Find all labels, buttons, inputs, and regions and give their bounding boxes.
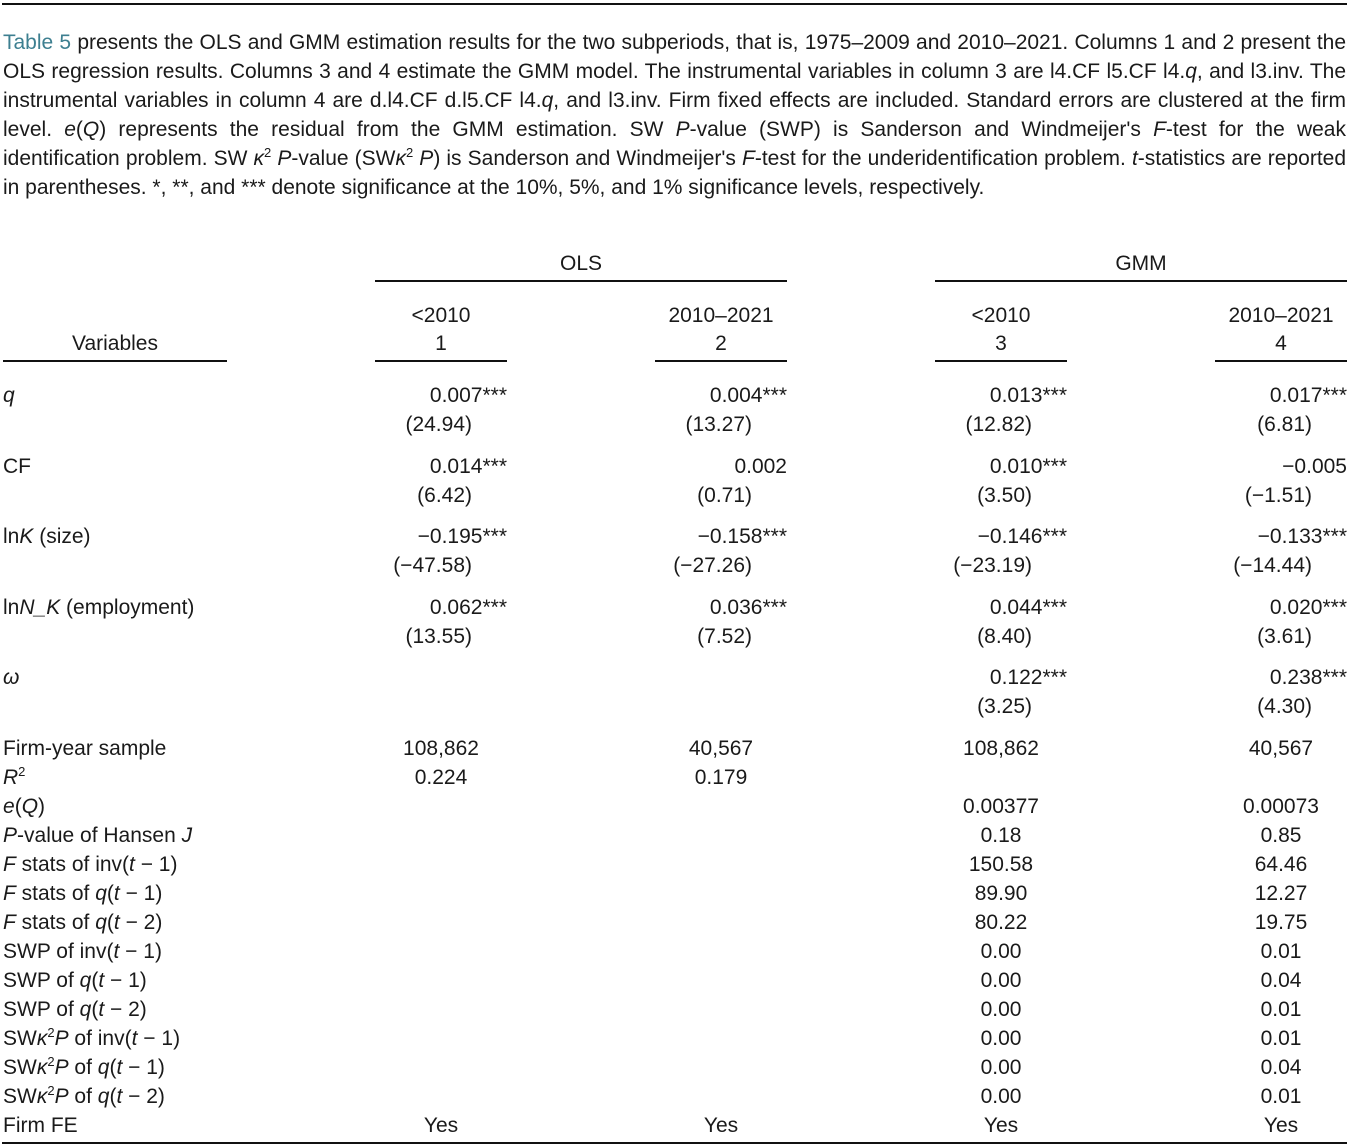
variables-header-rule (3, 360, 227, 362)
stat-row-label: SWκ$^2$P of q(t − 2) (3, 1083, 165, 1108)
stat-row-label: SWP of q(t − 1) (3, 969, 147, 992)
stat-row-label: Firm FE (3, 1114, 78, 1137)
stat-cell: 0.00073 (1243, 795, 1319, 818)
stat-row-label: F stats of inv(t − 1) (3, 853, 178, 876)
coef-cell: −0.133*** (1257, 525, 1347, 548)
stat-cell: 150.58 (968, 853, 1034, 876)
column-period-header: 2010–2021 (668, 304, 774, 327)
stat-cell: 0.01 (1260, 940, 1302, 963)
stat-row-label: F stats of q(t − 2) (3, 911, 163, 934)
tstat-cell: (−14.44) (1233, 554, 1312, 577)
stat-row-label: $R^2$ (3, 764, 26, 789)
stat-cell: 40,567 (688, 737, 754, 760)
coef-row-label: lnN_K (employment) (3, 596, 195, 619)
stat-row-label: SWP of inv(t − 1) (3, 940, 162, 963)
stat-cell: 0.85 (1260, 824, 1302, 847)
stat-cell: 0.01 (1260, 1085, 1302, 1108)
stat-row-label: SWκ$^2$P of inv(t − 1) (3, 1025, 181, 1050)
coef-cell: 0.036*** (709, 596, 787, 619)
coef-cell: 0.238*** (1269, 666, 1347, 689)
tstat-cell: (3.25) (977, 695, 1032, 718)
tstat-cell: (6.42) (417, 484, 472, 507)
column-period-header: <2010 (411, 304, 471, 327)
coef-cell: 0.007*** (429, 384, 507, 407)
stat-cell: 0.00 (980, 940, 1022, 963)
column-number-header: 2 (715, 332, 727, 355)
coef-cell: 0.002 (734, 455, 787, 478)
coef-cell: 0.004*** (709, 384, 787, 407)
stat-cell: Yes (983, 1114, 1019, 1137)
stat-cell: Yes (423, 1114, 459, 1137)
coef-cell: −0.005 (1282, 455, 1347, 478)
stat-cell: 12.27 (1254, 882, 1308, 905)
stat-cell: 19.75 (1254, 911, 1308, 934)
tstat-cell: (12.82) (965, 413, 1032, 436)
stat-row-label: F stats of q(t − 1) (3, 882, 163, 905)
tstat-cell: (7.52) (697, 625, 752, 648)
group-header-ols: OLS (559, 252, 603, 275)
tstat-cell: (−1.51) (1244, 484, 1312, 507)
group-header-gmm: GMM (1115, 252, 1167, 275)
table-top-rule (2, 3, 1347, 5)
coef-cell: 0.044*** (989, 596, 1067, 619)
tstat-cell: (13.27) (685, 413, 752, 436)
coef-cell: 0.017*** (1269, 384, 1347, 407)
variables-header: Variables (72, 332, 158, 355)
stat-row-label: SWκ$^2$P of q(t − 1) (3, 1054, 165, 1079)
coef-cell: 0.010*** (989, 455, 1067, 478)
coef-cell: 0.062*** (429, 596, 507, 619)
tstat-cell: (−47.58) (393, 554, 472, 577)
tstat-cell: (0.71) (697, 484, 752, 507)
stat-row-label: SWP of q(t − 2) (3, 998, 147, 1021)
stat-cell: Yes (1263, 1114, 1299, 1137)
column-period-header: 2010–2021 (1228, 304, 1334, 327)
stat-cell: 0.179 (694, 766, 748, 789)
stat-cell: 40,567 (1248, 737, 1314, 760)
tstat-cell: (−23.19) (953, 554, 1032, 577)
stat-cell: 0.18 (980, 824, 1022, 847)
tstat-cell: (8.40) (977, 625, 1032, 648)
table-caption (3, 28, 1346, 202)
coef-cell: 0.014*** (429, 455, 507, 478)
coef-cell: −0.195*** (417, 525, 507, 548)
coef-row-label: ω (3, 666, 20, 689)
column-number-header: 3 (995, 332, 1007, 355)
stat-cell: 89.90 (974, 882, 1028, 905)
coef-cell: −0.158*** (697, 525, 787, 548)
table-reference-link[interactable]: Table 5 (3, 31, 72, 54)
coef-cell: −0.146*** (977, 525, 1067, 548)
tstat-cell: (3.50) (977, 484, 1032, 507)
stat-row-label: Firm-year sample (3, 737, 167, 760)
stat-cell: 108,862 (963, 737, 1039, 760)
column-header-rule (655, 360, 787, 362)
stat-cell: 0.01 (1260, 998, 1302, 1021)
column-number-header: 1 (435, 332, 447, 355)
coef-cell: 0.122*** (989, 666, 1067, 689)
column-period-header: <2010 (971, 304, 1031, 327)
column-header-rule (1215, 360, 1347, 362)
column-header-rule (935, 360, 1067, 362)
stat-cell: 0.00377 (963, 795, 1039, 818)
stat-cell: 0.04 (1260, 1056, 1302, 1079)
stat-row-label: e(Q) (3, 795, 46, 818)
stat-cell: 0.00 (980, 998, 1022, 1021)
coef-row-label: lnK (size) (3, 525, 91, 548)
column-number-header: 4 (1275, 332, 1287, 355)
tstat-cell: (−27.26) (673, 554, 752, 577)
group-rule-ols (375, 280, 787, 282)
tstat-cell: (24.94) (405, 413, 472, 436)
group-rule-gmm (935, 280, 1347, 282)
stat-cell: 64.46 (1254, 853, 1308, 876)
stat-cell: 0.00 (980, 1085, 1022, 1108)
stat-cell: 0.00 (980, 1056, 1022, 1079)
stat-cell: 0.04 (1260, 969, 1302, 992)
tstat-cell: (3.61) (1257, 625, 1312, 648)
tstat-cell: (4.30) (1257, 695, 1312, 718)
stat-cell: 0.00 (980, 1027, 1022, 1050)
stat-cell: 80.22 (974, 911, 1028, 934)
column-header-rule (375, 360, 507, 362)
tstat-cell: (13.55) (405, 625, 472, 648)
stat-row-label: P-value of Hansen J (3, 824, 193, 847)
stat-cell: 0.00 (980, 969, 1022, 992)
table-bottom-rule (2, 1142, 1347, 1144)
stat-cell: 0.01 (1260, 1027, 1302, 1050)
tstat-cell: (6.81) (1257, 413, 1312, 436)
coef-cell: 0.020*** (1269, 596, 1347, 619)
stat-cell: 0.224 (414, 766, 468, 789)
stat-cell: Yes (703, 1114, 739, 1137)
coef-row-label: CF (3, 455, 31, 478)
stat-cell: 108,862 (403, 737, 479, 760)
coef-cell: 0.013*** (989, 384, 1067, 407)
caption-text: presents the OLS and GMM estimation results for the two subperiods, that is, 1975–2009 and 2010–2021. Columns 1 and 2 present the OLS regression results. Columns 3 and 4 estimate the GMM model. The instrumental variables in column 3 are l4.CF l5.CF l4.q, and l3.inv. The instrumental variables in column 4 are d.l4.CF d.l5.CF l4.q, and l3.inv. Firm fixed effects are included. Standard errors are clustered at the firm level. e(Q) represents the residual from the GMM estimation. SW P-value (SWP) is Sanderson and Windmeijer's F-test for the weak identification problem. SW $\kappa^2$ P-value (SWκ$^2$ P) is Sanderson and Windmeijer's F-test for the underidentification problem. t-statistics are reported in parentheses. *, **, and *** denote significance at the 10%, 5%, and 1% significance levels, respectively. (3, 31, 1347, 199)
coef-row-label: q (3, 384, 15, 407)
